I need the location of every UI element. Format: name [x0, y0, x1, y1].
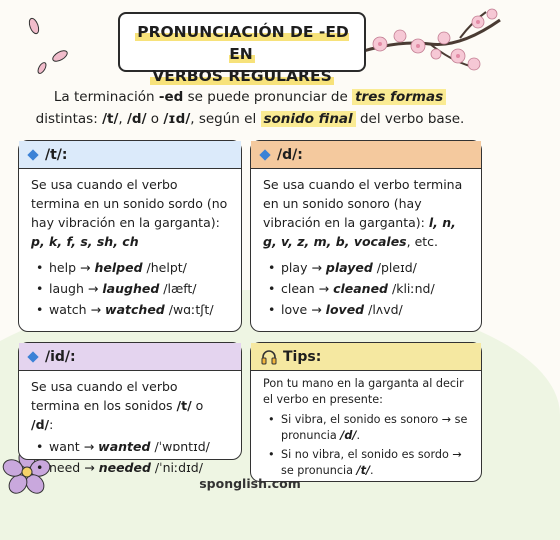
card-t-description — [31, 175, 229, 251]
list-item: • Si no vibra, el sonido es sordo → se pronuncia /t/. — [263, 447, 469, 479]
card-t-sounds: p, k, f, s, sh, ch — [31, 234, 139, 249]
card-tips-title: Tips: — [283, 348, 322, 365]
intro-highlight-sonido-final: sonido final — [261, 111, 356, 127]
diamond-bullet-icon — [259, 149, 270, 160]
card-tips-header — [251, 343, 481, 371]
intro-text — [22, 86, 478, 130]
card-id-title: /id/: — [45, 348, 76, 365]
diamond-bullet-icon — [27, 351, 38, 362]
title-line-1: PRONUNCIACIÓN DE -ED EN — [137, 23, 349, 63]
intro-part: , según el — [190, 111, 261, 127]
intro-part: del verbo base. — [355, 111, 465, 127]
list-item: • need → needed /ˈniːdɪd/ — [31, 457, 229, 478]
petals-decoration — [20, 14, 100, 74]
card-d-desc-text: Se usa cuando el verbo termina en un sonido sonoro (hay vibración en la garganta): — [263, 177, 463, 230]
list-item: • watch → watched /wɑːtʃt/ — [31, 299, 229, 320]
footer-website: sponglish.com — [199, 476, 301, 491]
list-item: • love → loved /lʌvd/ — [263, 299, 469, 320]
title-line-2: VERBOS REGULARES — [152, 67, 332, 85]
intro-part: distintas: — [35, 111, 103, 127]
list-item: • play → played /pleɪd/ — [263, 257, 469, 278]
card-id-sound — [18, 342, 242, 475]
card-id-examples — [31, 436, 229, 478]
list-item: • clean → cleaned /kliːnd/ — [263, 278, 469, 299]
card-d-body — [251, 169, 481, 320]
list-item: • laugh → laughed /læft/ — [31, 278, 229, 299]
card-d-sound — [250, 140, 482, 332]
headphones-icon — [261, 349, 277, 365]
card-id-body — [19, 371, 241, 478]
list-item: • want → wanted /ˈwɒntɪd/ — [31, 436, 229, 457]
card-t-desc-text: Se usa cuando el verbo termina en un sonido sordo (no hay vibración en la garganta): — [31, 177, 228, 230]
intro-sound-t: /t/ — [102, 111, 119, 127]
intro-sound-d: /d/ — [126, 111, 147, 127]
card-t-title: /t/: — [45, 146, 68, 163]
card-d-title: /d/: — [277, 146, 303, 163]
intro-part: o — [146, 111, 164, 127]
diamond-bullet-icon — [27, 149, 38, 160]
card-t-examples — [31, 257, 229, 320]
card-tips — [250, 342, 482, 482]
petal-icon — [28, 17, 41, 35]
card-d-desc-end: , etc. — [406, 234, 439, 249]
card-d-sounds: l, n, g, v, z, m, b, vocales — [263, 215, 456, 249]
tips-intro: Pon tu mano en la garganta al decir el verbo en presente: — [263, 377, 464, 406]
intro-ed: -ed — [158, 89, 184, 105]
card-d-header — [251, 141, 481, 169]
card-t-sound — [18, 140, 242, 332]
intro-part: La terminación — [53, 89, 159, 105]
tips-list — [263, 412, 469, 479]
intro-sound-id: /ɪd/ — [163, 111, 191, 127]
petal-icon — [36, 61, 47, 74]
list-item: • Si vibra, el sonido es sonoro → se pronuncia /d/. — [263, 412, 469, 444]
card-t-body — [19, 169, 241, 320]
intro-part: , — [118, 111, 127, 127]
card-t-header — [19, 141, 241, 169]
card-id-description: Se usa cuando el verbo termina en los sonidos /t/ o /d/: — [31, 379, 204, 432]
card-d-description — [263, 175, 469, 251]
intro-highlight-tres-formas: tres formas — [352, 89, 446, 105]
list-item: • help → helped /helpt/ — [31, 257, 229, 278]
intro-part: se puede pronunciar de — [183, 89, 353, 105]
petal-icon — [51, 49, 69, 64]
cherry-blossom-branch — [360, 0, 500, 80]
card-id-header — [19, 343, 241, 371]
card-d-examples — [263, 257, 469, 320]
page-title — [118, 12, 366, 85]
card-tips-body — [251, 371, 481, 479]
